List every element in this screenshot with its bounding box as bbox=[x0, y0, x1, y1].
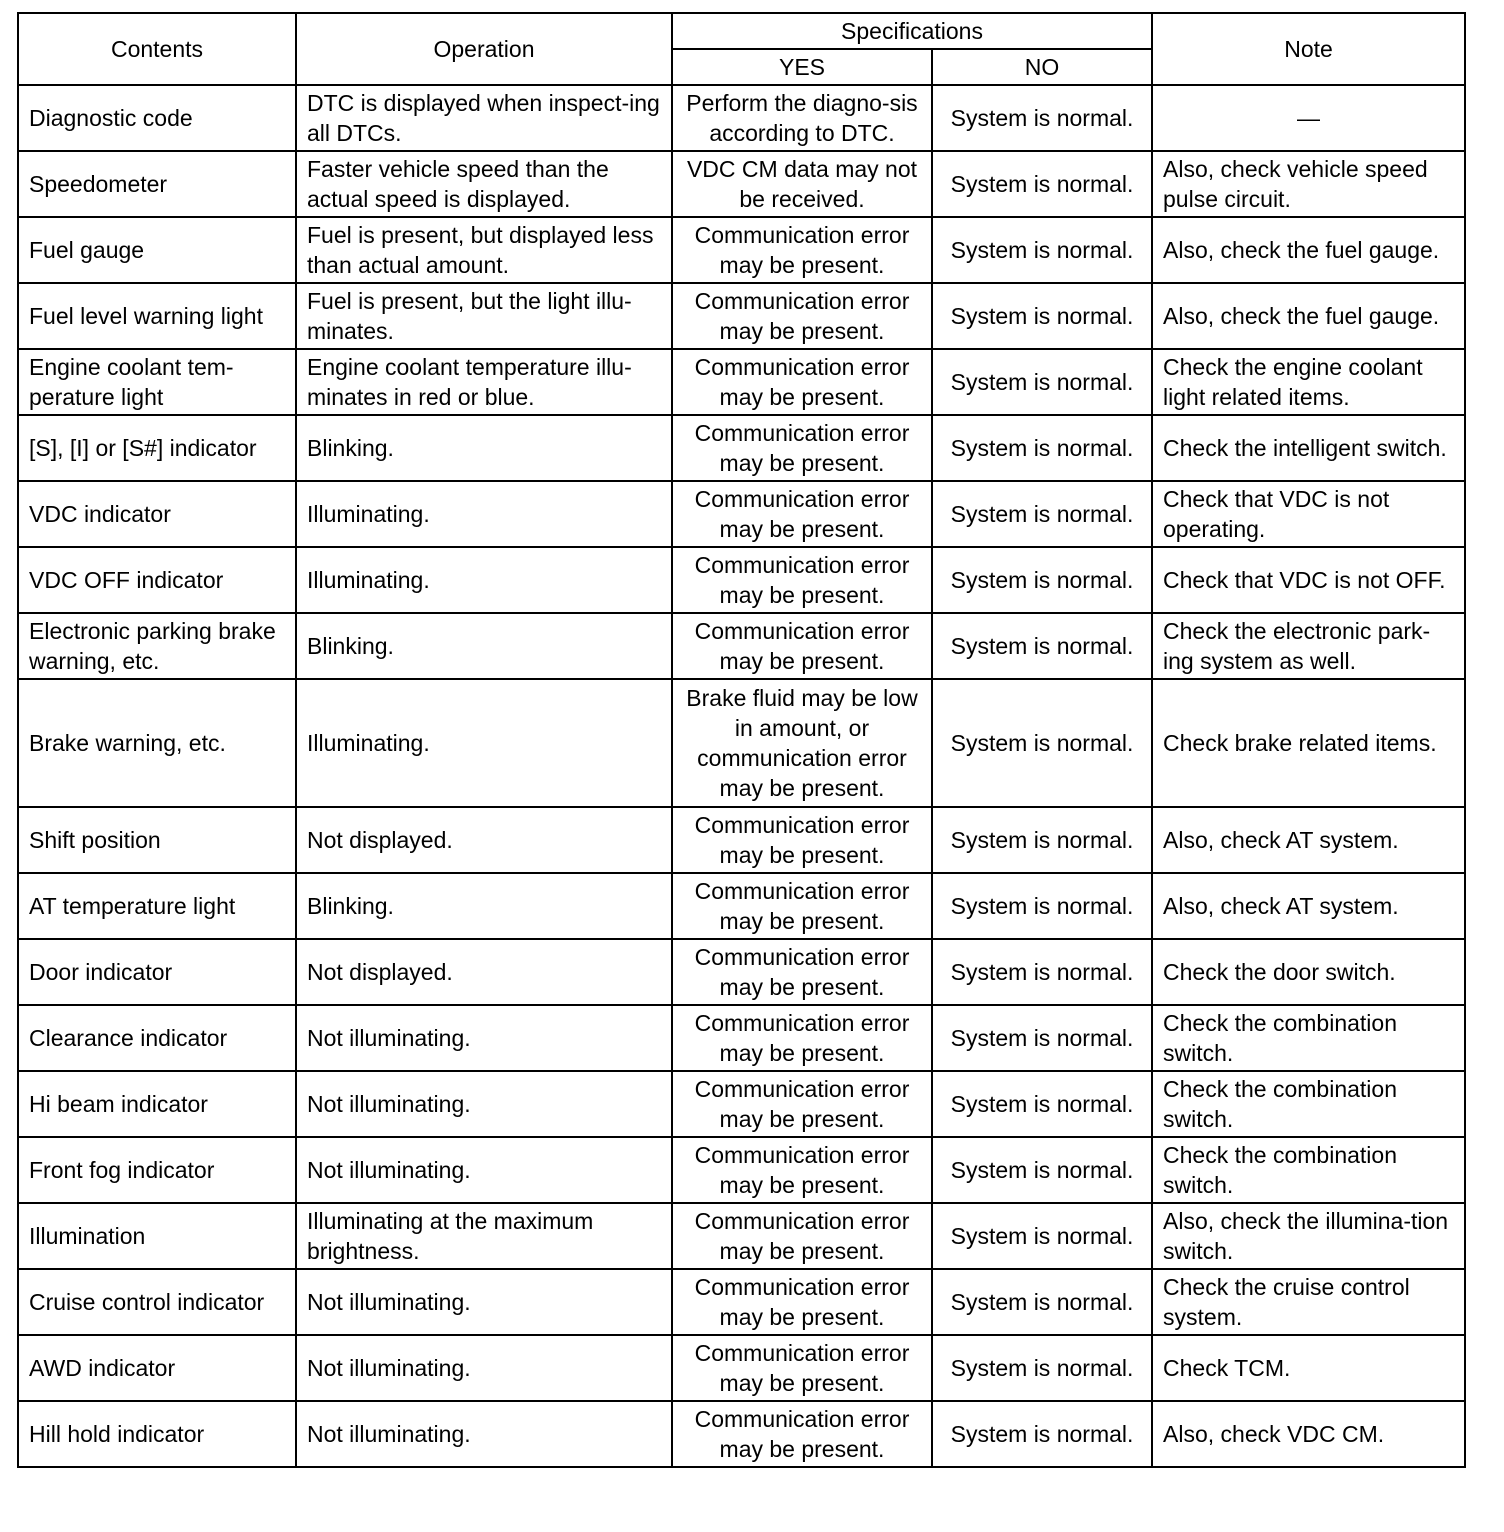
cell-note: Also, check AT system. bbox=[1152, 807, 1465, 873]
table-row bbox=[18, 151, 1465, 217]
cell-yes: Communication error may be present. bbox=[672, 547, 932, 613]
table-row bbox=[18, 547, 1465, 613]
cell-yes: Perform the diagno-sis according to DTC. bbox=[672, 85, 932, 151]
cell-note: Check that VDC is not operating. bbox=[1152, 481, 1465, 547]
cell-note: Check the door switch. bbox=[1152, 939, 1465, 1005]
table-row bbox=[18, 1401, 1465, 1467]
cell-operation: Engine coolant temperature illu-minates in red or blue. bbox=[296, 349, 672, 415]
cell-contents: Hi beam indicator bbox=[18, 1071, 296, 1137]
cell-note: Also, check VDC CM. bbox=[1152, 1401, 1465, 1467]
cell-contents: Hill hold indicator bbox=[18, 1401, 296, 1467]
cell-yes: VDC CM data may not be received. bbox=[672, 151, 932, 217]
table-row bbox=[18, 85, 1465, 151]
table-row bbox=[18, 679, 1465, 807]
cell-contents: VDC indicator bbox=[18, 481, 296, 547]
table-body bbox=[18, 85, 1465, 1467]
cell-operation: Not illuminating. bbox=[296, 1005, 672, 1071]
cell-no: System is normal. bbox=[932, 1269, 1152, 1335]
cell-note: Check the electronic park-ing system as well. bbox=[1152, 613, 1465, 679]
cell-no: System is normal. bbox=[932, 1071, 1152, 1137]
cell-operation: Faster vehicle speed than the actual speed is displayed. bbox=[296, 151, 672, 217]
cell-contents: AWD indicator bbox=[18, 1335, 296, 1401]
cell-no: System is normal. bbox=[932, 1335, 1152, 1401]
header-note: Note bbox=[1152, 13, 1465, 85]
cell-contents: VDC OFF indicator bbox=[18, 547, 296, 613]
table-row bbox=[18, 283, 1465, 349]
cell-yes: Communication error may be present. bbox=[672, 807, 932, 873]
cell-contents: Cruise control indicator bbox=[18, 1269, 296, 1335]
table-row bbox=[18, 415, 1465, 481]
cell-no: System is normal. bbox=[932, 939, 1152, 1005]
cell-yes: Communication error may be present. bbox=[672, 1203, 932, 1269]
cell-operation: Not illuminating. bbox=[296, 1071, 672, 1137]
cell-no: System is normal. bbox=[932, 481, 1152, 547]
cell-operation: Not illuminating. bbox=[296, 1137, 672, 1203]
cell-operation: Illuminating. bbox=[296, 481, 672, 547]
cell-operation: Not illuminating. bbox=[296, 1269, 672, 1335]
table-row bbox=[18, 873, 1465, 939]
cell-yes: Communication error may be present. bbox=[672, 613, 932, 679]
cell-note: Also, check the fuel gauge. bbox=[1152, 283, 1465, 349]
cell-no: System is normal. bbox=[932, 547, 1152, 613]
cell-yes: Communication error may be present. bbox=[672, 1071, 932, 1137]
cell-yes: Communication error may be present. bbox=[672, 1401, 932, 1467]
cell-yes: Communication error may be present. bbox=[672, 1137, 932, 1203]
cell-contents: Fuel gauge bbox=[18, 217, 296, 283]
cell-yes: Communication error may be present. bbox=[672, 217, 932, 283]
table-row bbox=[18, 217, 1465, 283]
cell-note: Check the combination switch. bbox=[1152, 1137, 1465, 1203]
cell-operation: Blinking. bbox=[296, 415, 672, 481]
cell-yes: Communication error may be present. bbox=[672, 415, 932, 481]
cell-yes: Communication error may be present. bbox=[672, 939, 932, 1005]
cell-note: Also, check the illumina-tion switch. bbox=[1152, 1203, 1465, 1269]
cell-note: Check brake related items. bbox=[1152, 679, 1465, 807]
cell-yes: Communication error may be present. bbox=[672, 873, 932, 939]
cell-operation: Illuminating. bbox=[296, 679, 672, 807]
table-row bbox=[18, 1203, 1465, 1269]
cell-note: Check the combination switch. bbox=[1152, 1071, 1465, 1137]
cell-note: Also, check vehicle speed pulse circuit. bbox=[1152, 151, 1465, 217]
cell-yes: Communication error may be present. bbox=[672, 1269, 932, 1335]
cell-contents: Diagnostic code bbox=[18, 85, 296, 151]
cell-yes: Brake fluid may be low in amount, or communication error may be present. bbox=[672, 679, 932, 807]
table-row bbox=[18, 349, 1465, 415]
header-specifications: Specifications bbox=[672, 13, 1152, 49]
cell-note: Also, check AT system. bbox=[1152, 873, 1465, 939]
cell-no: System is normal. bbox=[932, 1203, 1152, 1269]
table-row bbox=[18, 1071, 1465, 1137]
cell-note: Check that VDC is not OFF. bbox=[1152, 547, 1465, 613]
cell-operation: DTC is displayed when inspect-ing all DTCs. bbox=[296, 85, 672, 151]
cell-no: System is normal. bbox=[932, 1137, 1152, 1203]
table-row bbox=[18, 1335, 1465, 1401]
table-row bbox=[18, 807, 1465, 873]
cell-no: System is normal. bbox=[932, 613, 1152, 679]
header-no: NO bbox=[932, 49, 1152, 85]
cell-contents: Engine coolant tem-perature light bbox=[18, 349, 296, 415]
cell-no: System is normal. bbox=[932, 873, 1152, 939]
cell-yes: Communication error may be present. bbox=[672, 1335, 932, 1401]
header-contents: Contents bbox=[18, 13, 296, 85]
cell-no: System is normal. bbox=[932, 283, 1152, 349]
cell-operation: Blinking. bbox=[296, 873, 672, 939]
cell-note: Check the cruise control system. bbox=[1152, 1269, 1465, 1335]
cell-yes: Communication error may be present. bbox=[672, 481, 932, 547]
cell-no: System is normal. bbox=[932, 1401, 1152, 1467]
cell-operation: Not illuminating. bbox=[296, 1335, 672, 1401]
cell-note: Check TCM. bbox=[1152, 1335, 1465, 1401]
cell-contents: Door indicator bbox=[18, 939, 296, 1005]
table-row bbox=[18, 613, 1465, 679]
cell-no: System is normal. bbox=[932, 807, 1152, 873]
cell-note: Check the engine coolant light related items. bbox=[1152, 349, 1465, 415]
table-row bbox=[18, 1137, 1465, 1203]
cell-no: System is normal. bbox=[932, 85, 1152, 151]
table-row bbox=[18, 1269, 1465, 1335]
specification-table bbox=[17, 12, 1466, 1468]
cell-contents: AT temperature light bbox=[18, 873, 296, 939]
cell-no: System is normal. bbox=[932, 151, 1152, 217]
cell-contents: Electronic parking brake warning, etc. bbox=[18, 613, 296, 679]
cell-yes: Communication error may be present. bbox=[672, 349, 932, 415]
cell-operation: Not displayed. bbox=[296, 939, 672, 1005]
header-yes: YES bbox=[672, 49, 932, 85]
cell-contents: Front fog indicator bbox=[18, 1137, 296, 1203]
cell-contents: Shift position bbox=[18, 807, 296, 873]
table-header bbox=[18, 13, 1465, 85]
cell-contents: [S], [I] or [S#] indicator bbox=[18, 415, 296, 481]
cell-note: Also, check the fuel gauge. bbox=[1152, 217, 1465, 283]
cell-yes: Communication error may be present. bbox=[672, 283, 932, 349]
cell-contents: Brake warning, etc. bbox=[18, 679, 296, 807]
cell-contents: Speedometer bbox=[18, 151, 296, 217]
cell-no: System is normal. bbox=[932, 217, 1152, 283]
cell-contents: Clearance indicator bbox=[18, 1005, 296, 1071]
cell-operation: Not illuminating. bbox=[296, 1401, 672, 1467]
cell-operation: Fuel is present, but displayed less than actual amount. bbox=[296, 217, 672, 283]
cell-note: Check the intelligent switch. bbox=[1152, 415, 1465, 481]
cell-no: System is normal. bbox=[932, 349, 1152, 415]
table-row bbox=[18, 1005, 1465, 1071]
cell-contents: Illumination bbox=[18, 1203, 296, 1269]
table-row bbox=[18, 939, 1465, 1005]
cell-operation: Blinking. bbox=[296, 613, 672, 679]
cell-no: System is normal. bbox=[932, 679, 1152, 807]
cell-operation: Fuel is present, but the light illu-minates. bbox=[296, 283, 672, 349]
cell-operation: Not displayed. bbox=[296, 807, 672, 873]
cell-no: System is normal. bbox=[932, 1005, 1152, 1071]
cell-operation: Illuminating at the maximum brightness. bbox=[296, 1203, 672, 1269]
header-row-top bbox=[18, 13, 1465, 49]
cell-contents: Fuel level warning light bbox=[18, 283, 296, 349]
header-operation: Operation bbox=[296, 13, 672, 85]
table-row bbox=[18, 481, 1465, 547]
cell-operation: Illuminating. bbox=[296, 547, 672, 613]
cell-note: — bbox=[1152, 85, 1465, 151]
cell-yes: Communication error may be present. bbox=[672, 1005, 932, 1071]
cell-no: System is normal. bbox=[932, 415, 1152, 481]
cell-note: Check the combination switch. bbox=[1152, 1005, 1465, 1071]
